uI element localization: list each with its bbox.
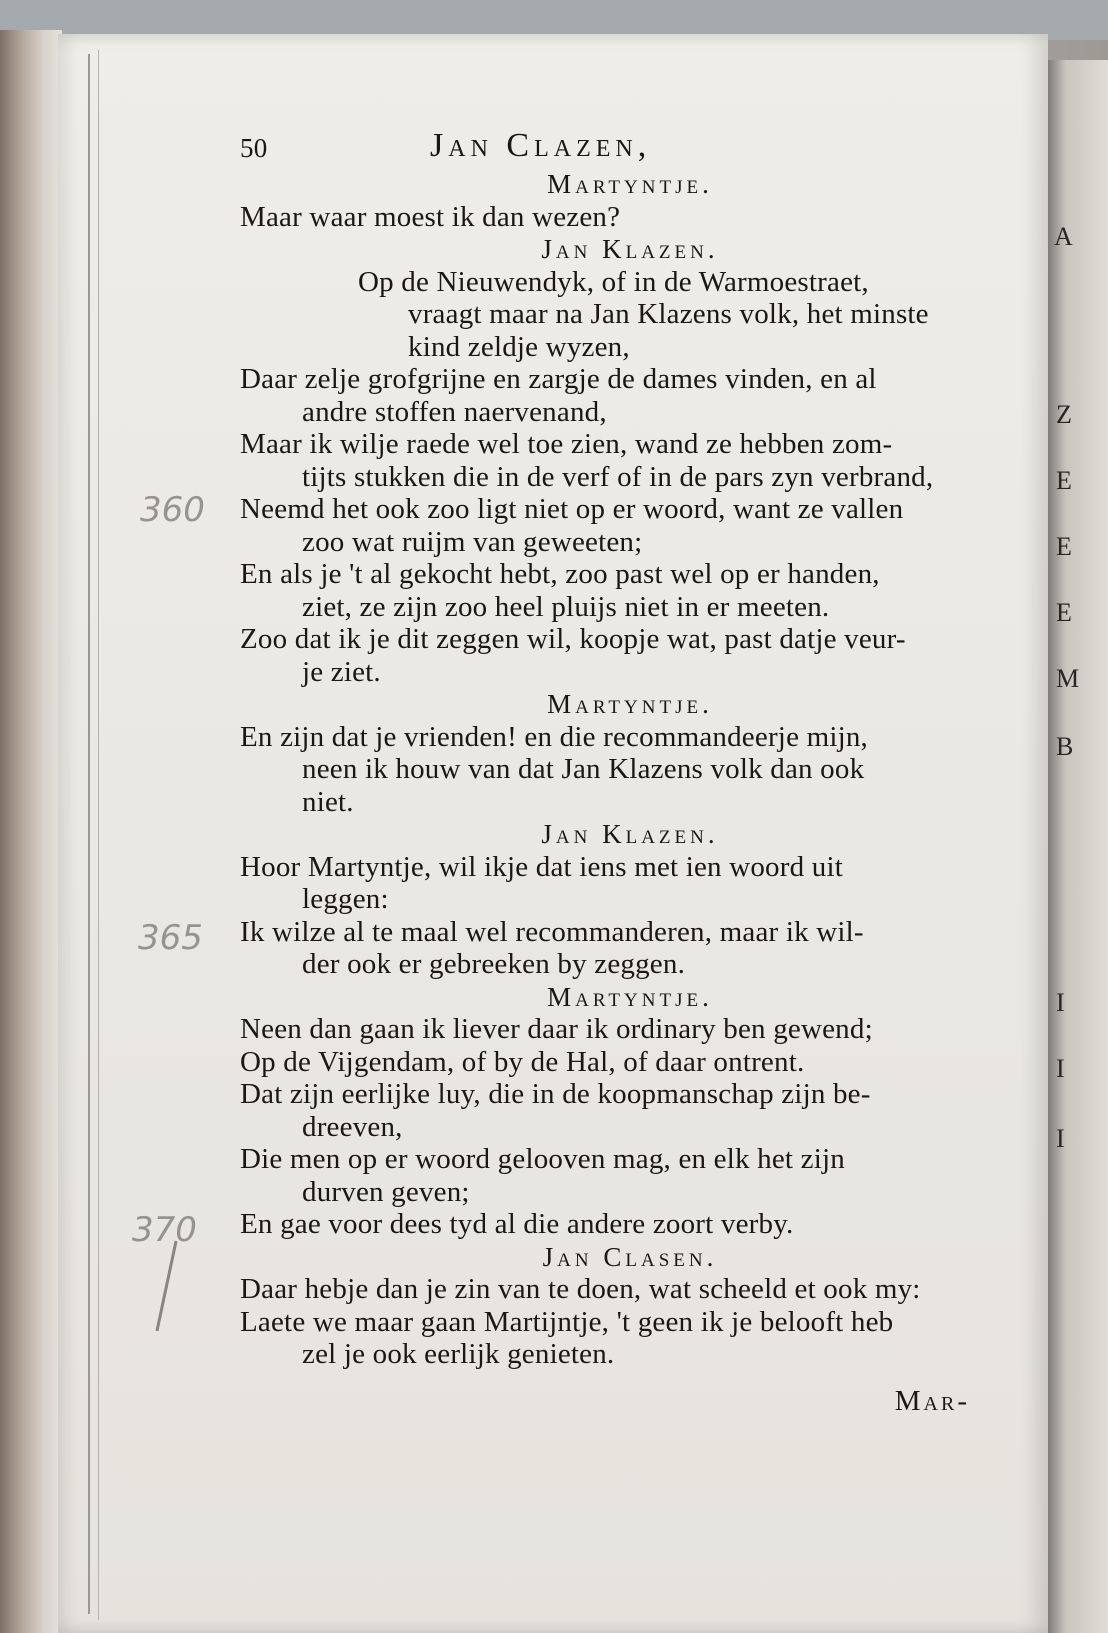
speaker-heading: Jan Clasen. xyxy=(542,1241,718,1272)
verse-line: En zijn dat je vrienden! en die recommandeerje mijn, xyxy=(240,720,869,753)
facing-page-letter: M xyxy=(1056,664,1080,693)
verse-line: Op de Nieuwendyk, of in de Warmoestraet, xyxy=(358,265,869,298)
verse-line: Hoor Martyntje, wil ikje dat iens met ien woord uit xyxy=(240,850,843,883)
verse-line: zel je ook eerlijk genieten. xyxy=(302,1338,615,1370)
verse-line: durven geven; xyxy=(302,1175,470,1208)
page-number: 50 xyxy=(240,133,268,163)
verse-line: kind zeldje wyzen, xyxy=(408,330,630,363)
facing-page-letter: I xyxy=(1056,988,1065,1017)
verse-line: Maar waar moest ik dan wezen? xyxy=(240,200,621,233)
facing-page-letter: E xyxy=(1056,598,1072,627)
verse-line: dreeven, xyxy=(302,1110,403,1143)
facing-page-letter: I xyxy=(1056,1124,1065,1153)
book-binding xyxy=(0,30,62,1633)
verse-line: leggen: xyxy=(302,883,389,915)
verse-line: Neemd het ook zoo ligt niet op er woord, want ze vallen xyxy=(240,493,904,525)
speaker-heading: Martyntje. xyxy=(547,169,713,199)
verse-line: Op de Vijgendam, of by de Hal, of daar ontrent. xyxy=(240,1045,805,1078)
speaker-heading: Martyntje. xyxy=(547,689,713,719)
verse-line: En als je 't al gekocht hebt, zoo past wel op er handen, xyxy=(240,558,880,590)
verse-line: neen ik houw van dat Jan Klazens volk dan ook xyxy=(302,753,865,785)
verse-line: der ook er gebreeken by zeggen. xyxy=(302,948,686,980)
verse-line: Ik wilze al te maal wel recommanderen, maar ik wil- xyxy=(240,915,864,948)
facing-page-letter: E xyxy=(1056,532,1072,561)
page-header xyxy=(240,127,980,168)
verse-line: andre stoffen naervenand, xyxy=(302,395,607,428)
facing-page xyxy=(1048,60,1108,1633)
verse-line: Daar zelje grofgrijne en zargje de dames vinden, en al xyxy=(240,363,877,395)
facing-page-letter: I xyxy=(1056,1054,1065,1083)
speaker-heading: Jan Klazen. xyxy=(541,819,719,849)
play-text-body xyxy=(240,168,980,1371)
page-edge-line xyxy=(98,50,99,1620)
verse-line: tijts stukken die in de verf of in de pars zyn verbrand, xyxy=(302,460,934,493)
page-text xyxy=(240,127,980,1417)
verse-line: En gae voor dees tyd al die andere zoort verby. xyxy=(240,1208,794,1240)
verse-line: Zoo dat ik je dit zeggen wil, koopje wat, past datje veur- xyxy=(240,623,906,655)
verse-line: Neen dan gaan ik liever daar ik ordinary ben gewend; xyxy=(240,1013,873,1045)
pencil-margin-note: 370 xyxy=(132,1210,197,1250)
facing-page-letter: A xyxy=(1054,222,1073,251)
page-edge-line xyxy=(88,54,90,1614)
running-title: Jan Clazen, xyxy=(430,127,652,164)
pencil-margin-note: 360 xyxy=(140,490,205,530)
verse-line: Maar ik wilje raede wel toe zien, wand ze hebben zom- xyxy=(240,428,893,460)
speaker-heading: Martyntje. xyxy=(547,981,713,1012)
verse-line: je ziet. xyxy=(302,655,381,688)
pencil-margin-note: 365 xyxy=(138,918,203,958)
verse-line: Laete we maar gaan Martijntje, 't geen ik je belooft heb xyxy=(240,1305,894,1338)
verse-line: zoo wat ruijm van geweeten; xyxy=(302,525,643,558)
facing-page-letter: E xyxy=(1056,466,1072,495)
verse-line: Dat zijn eerlijke luy, die in de koopmanschap zijn be- xyxy=(240,1078,871,1110)
verse-line: vraagt maar na Jan Klazens volk, het minste xyxy=(408,298,929,330)
speaker-heading: Jan Klazen. xyxy=(541,234,719,264)
verse-line: Die men op er woord gelooven mag, en elk het zijn xyxy=(240,1143,845,1175)
catchword: Mar- xyxy=(894,1384,970,1417)
facing-page-letter: B xyxy=(1056,732,1074,761)
verse-line: ziet, ze zijn zoo heel pluijs niet in er meeten. xyxy=(302,590,830,623)
verse-line: Daar hebje dan je zin van te doen, wat scheeld et ook my: xyxy=(240,1273,921,1305)
verse-line: niet. xyxy=(302,785,354,818)
facing-page-letter: Z xyxy=(1056,400,1072,429)
